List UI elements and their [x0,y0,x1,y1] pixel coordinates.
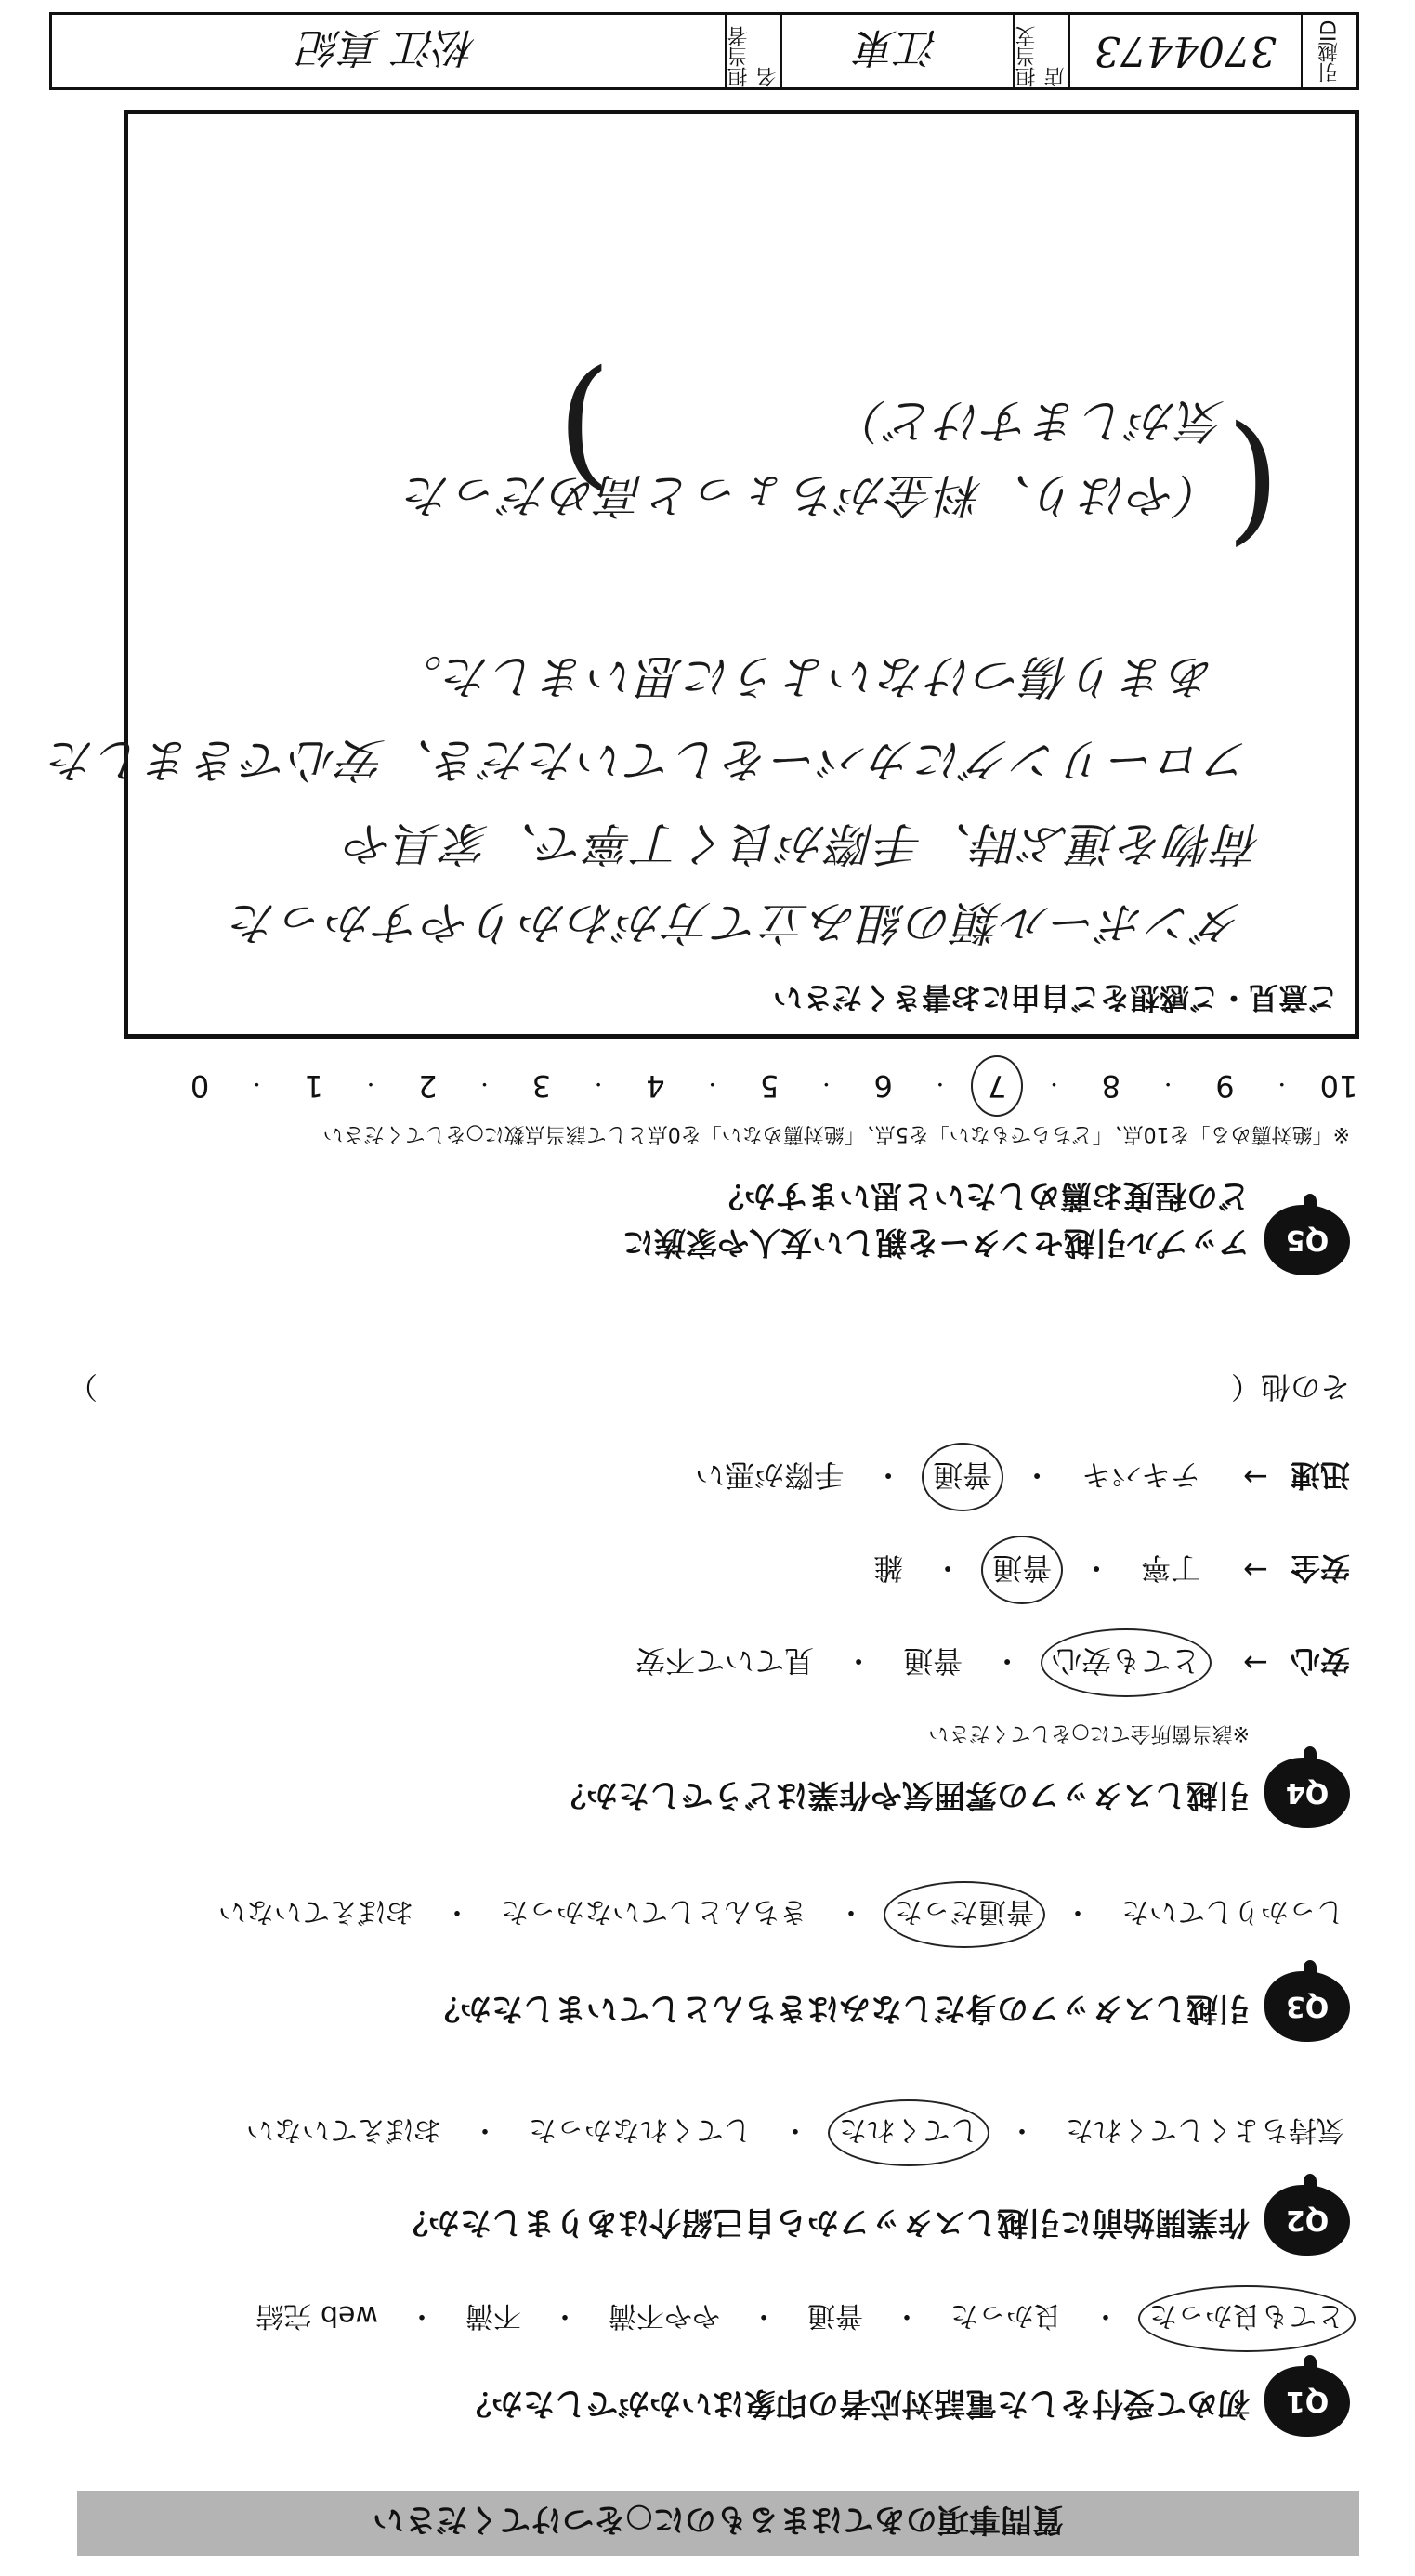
staff-label: 担当者名 [725,15,780,87]
q4-option[interactable]: 普通 [927,1456,998,1498]
q4-option[interactable]: テキパキ [1081,1458,1201,1493]
q4-option[interactable]: とても安心 [1046,1641,1206,1684]
q5-text-line1: アップル引越センターを親しい友人や家族に [622,1223,1250,1261]
q4-option[interactable]: 普通 [903,1643,963,1679]
arrow-right-icon: → [1243,1552,1268,1588]
id-table [49,12,1359,90]
q4-row-label: 安全 [1290,1550,1350,1586]
q4-row-anzen: 安全 → 丁寧 ・ 普通 ・ 雑 [868,1549,1350,1591]
q4-other-row [68,1367,1350,1410]
q4-row-jinsoku: 迅速 → テキパキ ・ 普通 ・ 手際が悪い [689,1456,1350,1498]
question-2 [65,2181,1350,2256]
scale-option[interactable]: 9 [1215,1068,1235,1104]
scale-option[interactable]: 2 [418,1068,438,1104]
q1-option[interactable]: 普通 [807,2299,863,2332]
scale-option[interactable]: 1 [304,1068,323,1104]
bracket-open: ( [1225,408,1280,569]
q4-option[interactable]: 手際が悪い [695,1458,845,1493]
q5-badge: Q5 [1264,1205,1350,1275]
q2-option[interactable]: してくれた [833,2112,984,2153]
q4-badge: Q4 [1264,1758,1350,1828]
q2-option[interactable]: 気持ちよくしてくれた [1066,2113,1344,2146]
question-5 [65,1164,1350,1275]
q3-text: 引越しスタッフの身だしなみはきちんとしていましたか？ [428,1990,1250,2027]
branch-label: 担当支店 [1013,15,1068,87]
q1-text: 初めて受付をした電話対応者の印象はいかがでしたか？ [460,2385,1250,2422]
staff-value: 松江 真紀 [300,23,477,71]
question-1 [65,2362,1350,2437]
q2-badge: Q2 [1264,2185,1350,2256]
scale-option[interactable]: 10 [1319,1068,1358,1104]
bracket-close: ) [557,352,611,514]
question-3 [65,1968,1350,2042]
q1-option[interactable]: 不満 [465,2299,521,2332]
q1-options: とても良かった ・ 良かった ・ 普通 ・ やや不満 ・ 不満 ・ web 完結 [65,2298,1350,2339]
arrow-right-icon: → [1243,1459,1268,1495]
scale-option[interactable]: 8 [1101,1068,1120,1104]
id-value: 3704473 [1068,15,1301,87]
q4-text: 引越しスタッフの雰囲気や作業はどうでしたか？ [555,1776,1250,1813]
q3-option[interactable]: きちんとしていなかった [501,1895,807,1928]
scale-option[interactable]: 6 [873,1068,893,1104]
q3-option[interactable]: しっかりしていた [1121,1895,1344,1928]
q3-option[interactable]: おぼえていない [218,1895,413,1928]
q4-option[interactable]: 丁寧 [1141,1550,1201,1586]
arrow-right-icon: → [1243,1645,1268,1680]
q2-option[interactable]: してくれなかった [529,2113,752,2146]
q4-option[interactable]: 見ていて不安 [635,1643,815,1679]
scale-option[interactable]: 4 [646,1068,665,1104]
q3-options: しっかりしていた ・ 普通だった ・ きちんとしていなかった ・ おぼえていない [65,1894,1350,1935]
q4-option[interactable]: 普通 [987,1549,1057,1591]
comment-line: あまり傷つけないように思いました。 [394,649,1215,703]
q4-option[interactable]: 雑 [873,1550,904,1586]
q1-option[interactable]: 良かった [950,2299,1062,2332]
q4-other-close: ） [68,1369,98,1405]
q5-text-line2: どの程度お薦めしたいと思いますか？ [713,1177,1250,1214]
q3-option[interactable]: 普通だった [889,1894,1040,1935]
q4-row-anshin: 安心 → とても安心 ・ 普通 ・ 見ていて不安 [630,1641,1350,1684]
q1-option[interactable]: とても良かった [1144,2298,1350,2339]
q2-options: 気持ちよくしてくれた ・ してくれた ・ してくれなかった ・ おぼえていない [65,2112,1350,2153]
q5-note: ※「絶対薦める」を10点、「どちらでもない」を5点、「絶対薦めない」を0点として該当点数に○をしてください [322,1122,1350,1145]
comment-box[interactable] [47,110,1359,1039]
q4-note: ※該当箇所全てに○をしてください [928,1721,1250,1745]
q4-row-label: 迅速 [1290,1458,1350,1493]
q1-badge: Q1 [1264,2366,1350,2437]
comment-line: フローリングにカバーをしていただき、安心できました [47,733,1252,787]
scale-option[interactable]: 3 [531,1068,552,1104]
comment-heading: ご意見・ご感想をご自由にお書きください [772,980,1338,1015]
comment-line: ダンボール類の組み立て方がわかりやすかった [229,896,1243,949]
comment-line: 荷物を運ぶ時、手際が良く丁寧で、家具や [345,817,1262,870]
q5-scale: 10 ・ 9 ・ 8 ・ 7 ・ 6 ・ 5 ・ 4 ・ 3 ・ 2 ・ 1 ・ 0 [179,1068,1359,1104]
q2-option[interactable]: おぼえていない [246,2113,441,2146]
q4-row-label: 安心 [1290,1643,1350,1679]
q4-other-label: その他（ [1230,1369,1350,1405]
q3-badge: Q3 [1264,1971,1350,2042]
branch-value: 江東 [780,15,1013,87]
comment-line: （やはり、料金がちょっと高めだった [403,468,1225,522]
q2-text: 作業開始前に引越しスタッフから自己紹介はありましたか？ [397,2203,1250,2241]
q1-option[interactable]: web 完結 [255,2299,378,2332]
scale-option-selected[interactable]: 7 [976,1068,1017,1104]
comment-line: 気がしますけど） [838,394,1225,448]
instruction-band: 質問事項のあてはまるものに○をつけてください [77,2491,1359,2556]
question-4 [65,1754,1350,1828]
scale-option[interactable]: 5 [759,1068,780,1104]
scale-option[interactable]: 0 [190,1068,210,1104]
q1-option[interactable]: やや不満 [609,2299,720,2332]
id-label: 引越ID [1301,15,1356,87]
